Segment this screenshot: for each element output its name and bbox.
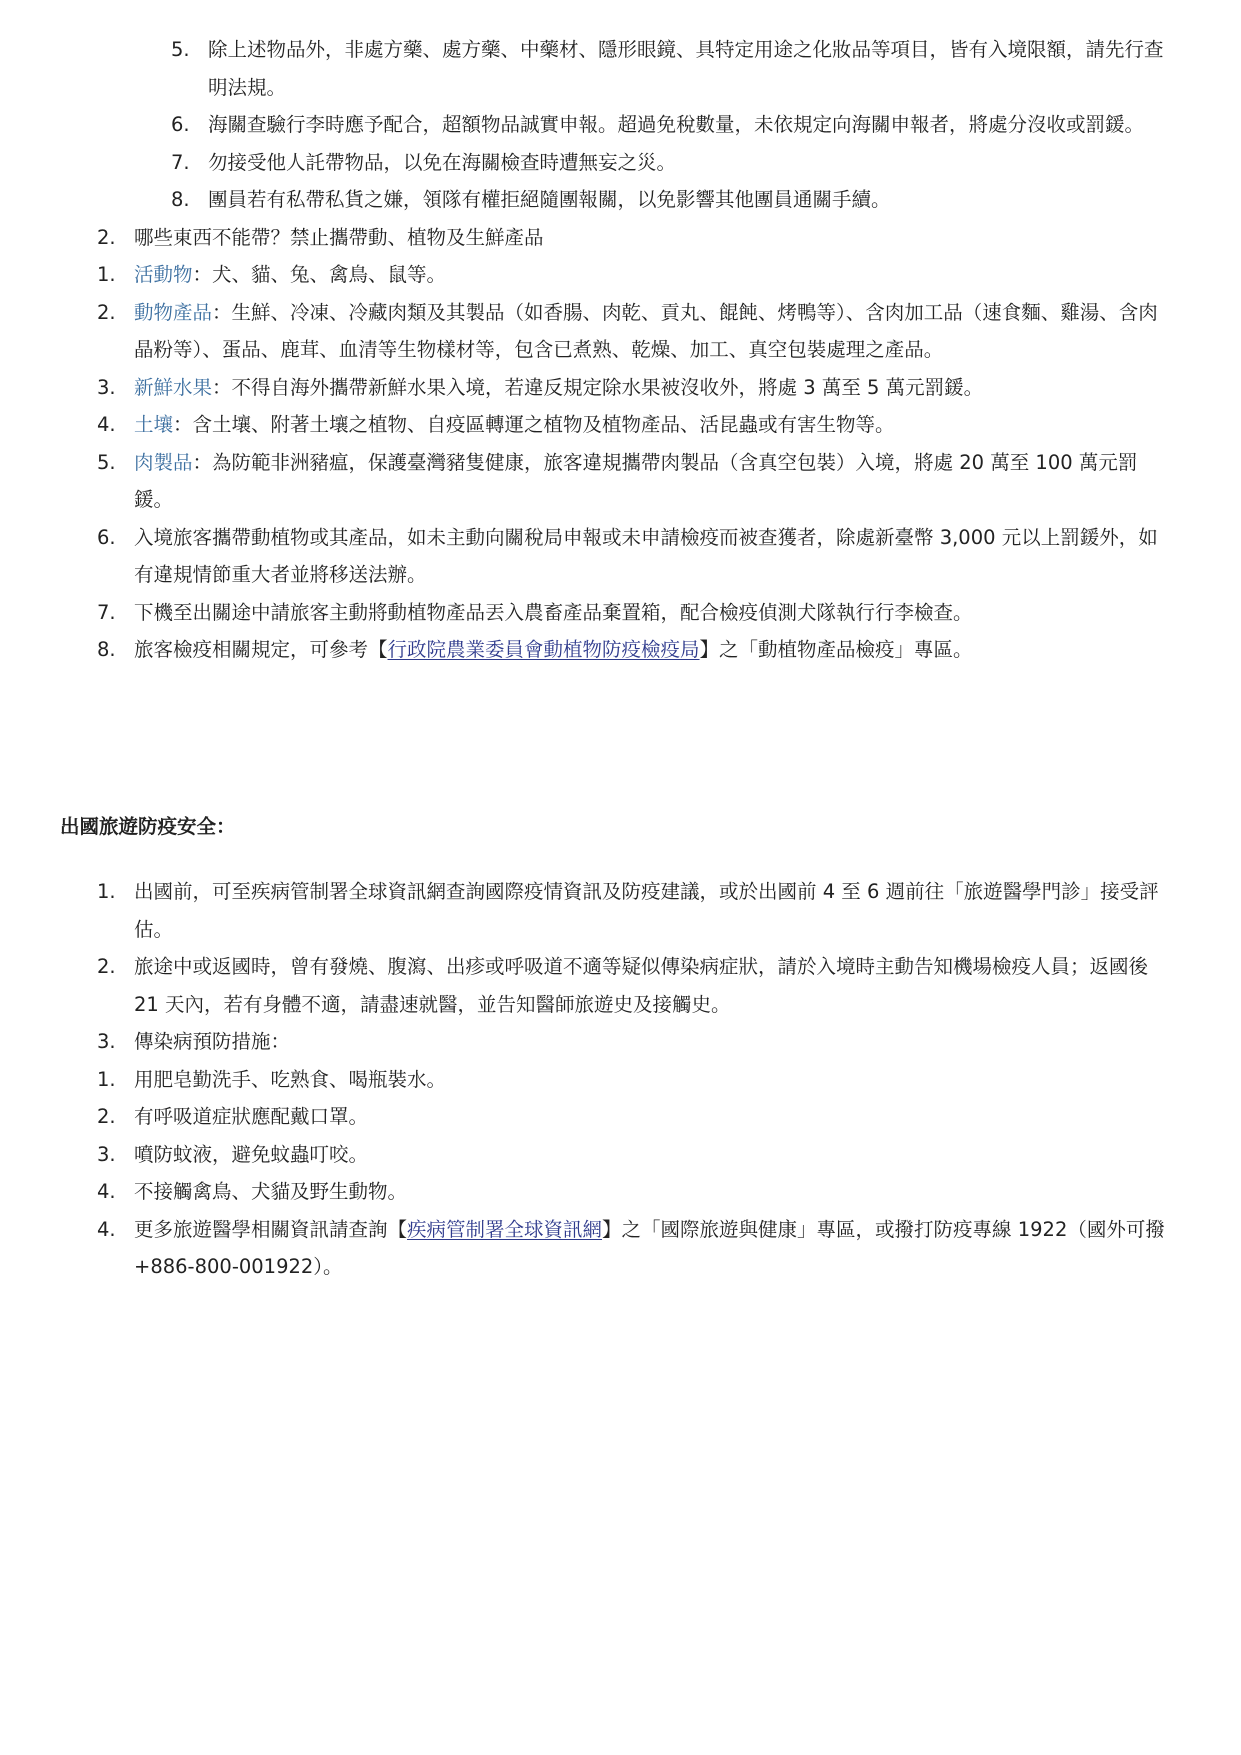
list-item — [0, 1061, 1174, 1099]
item-keyword: 活動物 — [134, 263, 193, 286]
item-number: 3. — [97, 1030, 116, 1053]
item-number: 1. — [97, 1067, 116, 1091]
item-text: 團員若有私帶私貨之嫌，領隊有權拒絕隨團報關，以免影響其他團員通關手續。 — [208, 188, 891, 211]
prohibited-section-list — [0, 219, 1241, 669]
item-text: 不接觸禽鳥、犬貓及野生動物。 — [134, 1180, 408, 1203]
item-keyword: 肉製品 — [134, 450, 193, 474]
prohibited-items-list — [97, 256, 1174, 669]
cdc-website-link[interactable]: 疾病管制署全球資訊網 — [407, 1217, 603, 1241]
item-number: 3. — [97, 1142, 116, 1166]
item-text: ：含土壤、附著土壤之植物、自疫區轉運之植物及植物產品、活昆蟲或有害生物等。 — [173, 413, 895, 436]
item-number: 4. — [97, 413, 116, 436]
item-text: ：生鮮、冷凍、冷藏肉類及其製品（如香腸、肉乾、貢丸、餛飩、烤鴨等）、含肉加工品（速食麵、雞湯、含肉晶粉等）、蛋品、鹿茸、血清等生物樣材等，包含已煮熟、乾燥、加工、真空包裝處理之產品。 — [134, 300, 1158, 361]
list-item — [0, 31, 1173, 106]
item-text: 海關查驗行李時應予配合，超額物品誠實申報。超過免稅數量，未依規定向海關申報者，將處分沒收或罰鍰。 — [208, 113, 1145, 136]
list-item — [0, 294, 1174, 369]
item-keyword: 動物產品 — [134, 300, 213, 324]
list-item — [0, 631, 1174, 669]
item-number: 4. — [97, 1180, 116, 1203]
item-text: 用肥皂勤洗手、吃熟食、喝瓶裝水。 — [134, 1067, 447, 1091]
list-item — [0, 873, 1174, 948]
item-keyword: 土壤 — [134, 413, 174, 436]
item-text: 入境旅客攜帶動植物或其產品，如未主動向關稅局申報或未申請檢疫而被查獲者，除處新臺幣 3,000 元以上罰鍰外，如有違規情節重大者並將移送法辦。 — [134, 525, 1158, 586]
prevention-list — [97, 1061, 1174, 1211]
item-keyword: 新鮮水果 — [134, 375, 213, 399]
item-number: 7. — [171, 150, 190, 174]
item-text: 勿接受他人託帶物品，以免在海關檢查時遭無妄之災。 — [208, 150, 677, 174]
customs-rules-list — [0, 31, 1241, 219]
item-number: 1. — [97, 263, 116, 286]
list-item — [0, 1173, 1174, 1211]
item-number: 6. — [97, 525, 116, 549]
item-number: 5. — [97, 450, 116, 474]
prohibited-title: 哪些東西不能帶？禁止攜帶動、植物及生鮮產品 — [134, 225, 544, 249]
list-item — [0, 181, 1173, 219]
list-item — [0, 369, 1174, 407]
item-number: 5. — [171, 38, 190, 61]
quarantine-bureau-link[interactable]: 行政院農業委員會動植物防疫檢疫局 — [387, 638, 700, 661]
customs-section — [0, 31, 1241, 669]
item-number: 8. — [97, 638, 116, 661]
item-number: 2. — [97, 225, 116, 249]
list-item — [0, 106, 1173, 144]
item-number: 7. — [97, 600, 116, 624]
item-text: 】之「國際旅遊與健康」專區，或撥打防疫專線 1922（國外可撥+886-800-001922）。 — [134, 1217, 1165, 1278]
list-item — [0, 948, 1174, 1023]
prohibited-heading-item — [0, 219, 1174, 669]
item-text: 更多旅遊醫學相關資訊請查詢【 — [134, 1217, 408, 1241]
list-item — [0, 444, 1174, 519]
list-item — [0, 256, 1174, 294]
item-text: ：為防範非洲豬瘟，保護臺灣豬隻健康，旅客違規攜帶肉製品（含真空包裝）入境，將處 20 萬至 100 萬元罰鍰。 — [134, 450, 1138, 511]
list-item — [0, 1136, 1174, 1174]
list-item — [0, 519, 1174, 594]
item-number: 2. — [97, 1105, 116, 1128]
item-number: 6. — [171, 113, 190, 136]
item-number: 3. — [97, 375, 116, 399]
prevention-item — [0, 1023, 1174, 1211]
item-text: ：犬、貓、兔、禽鳥、鼠等。 — [192, 263, 447, 286]
item-text: 有呼吸道症狀應配戴口罩。 — [134, 1105, 369, 1128]
item-number: 2. — [97, 955, 116, 978]
list-item — [0, 1098, 1174, 1136]
item-number: 1. — [97, 880, 116, 903]
item-text: 下機至出關途中請旅客主動將動植物產品丟入農畜產品棄置箱，配合檢疫偵測犬隊執行行李檢查。 — [134, 600, 973, 624]
item-number: 2. — [97, 300, 116, 324]
item-text: 出國前，可至疾病管制署全球資訊網查詢國際疫情資訊及防疫建議，或於出國前 4 至 6 週前往「旅遊醫學門診」接受評估。 — [134, 880, 1159, 941]
item-text: ：不得自海外攜帶新鮮水果入境，若違反規定除水果被沒收外，將處 3 萬至 5 萬元罰鍰。 — [212, 375, 984, 399]
item-text: 噴防蚊液，避免蚊蟲叮咬。 — [134, 1142, 369, 1166]
list-item — [0, 406, 1174, 444]
prevention-title: 傳染病預防措施： — [134, 1030, 291, 1053]
list-item — [0, 1211, 1174, 1286]
list-item — [0, 144, 1173, 182]
item-number: 4. — [97, 1217, 116, 1241]
item-text: 旅途中或返國時，曾有發燒、腹瀉、出疹或呼吸道不適等疑似傳染病症狀，請於入境時主動告知機場檢疫人員；返國後 21 天內，若有身體不適，請盡速就醫，並告知醫師旅遊史及接觸史。 — [134, 955, 1149, 1016]
item-text: 除上述物品外，非處方藥、處方藥、中藥材、隱形眼鏡、具特定用途之化妝品等項目，皆有入境限額，請先行查明法規。 — [208, 38, 1164, 99]
list-item — [0, 594, 1174, 632]
item-text: 】之「動植物產品檢疫」專區。 — [699, 638, 973, 661]
travel-health-heading: 出國旅遊防疫安全： — [60, 815, 236, 838]
travel-health-section — [0, 873, 1241, 1286]
item-text: 旅客檢疫相關規定，可參考【 — [134, 638, 388, 661]
item-number: 8. — [171, 188, 190, 211]
travel-health-list — [0, 873, 1241, 1286]
